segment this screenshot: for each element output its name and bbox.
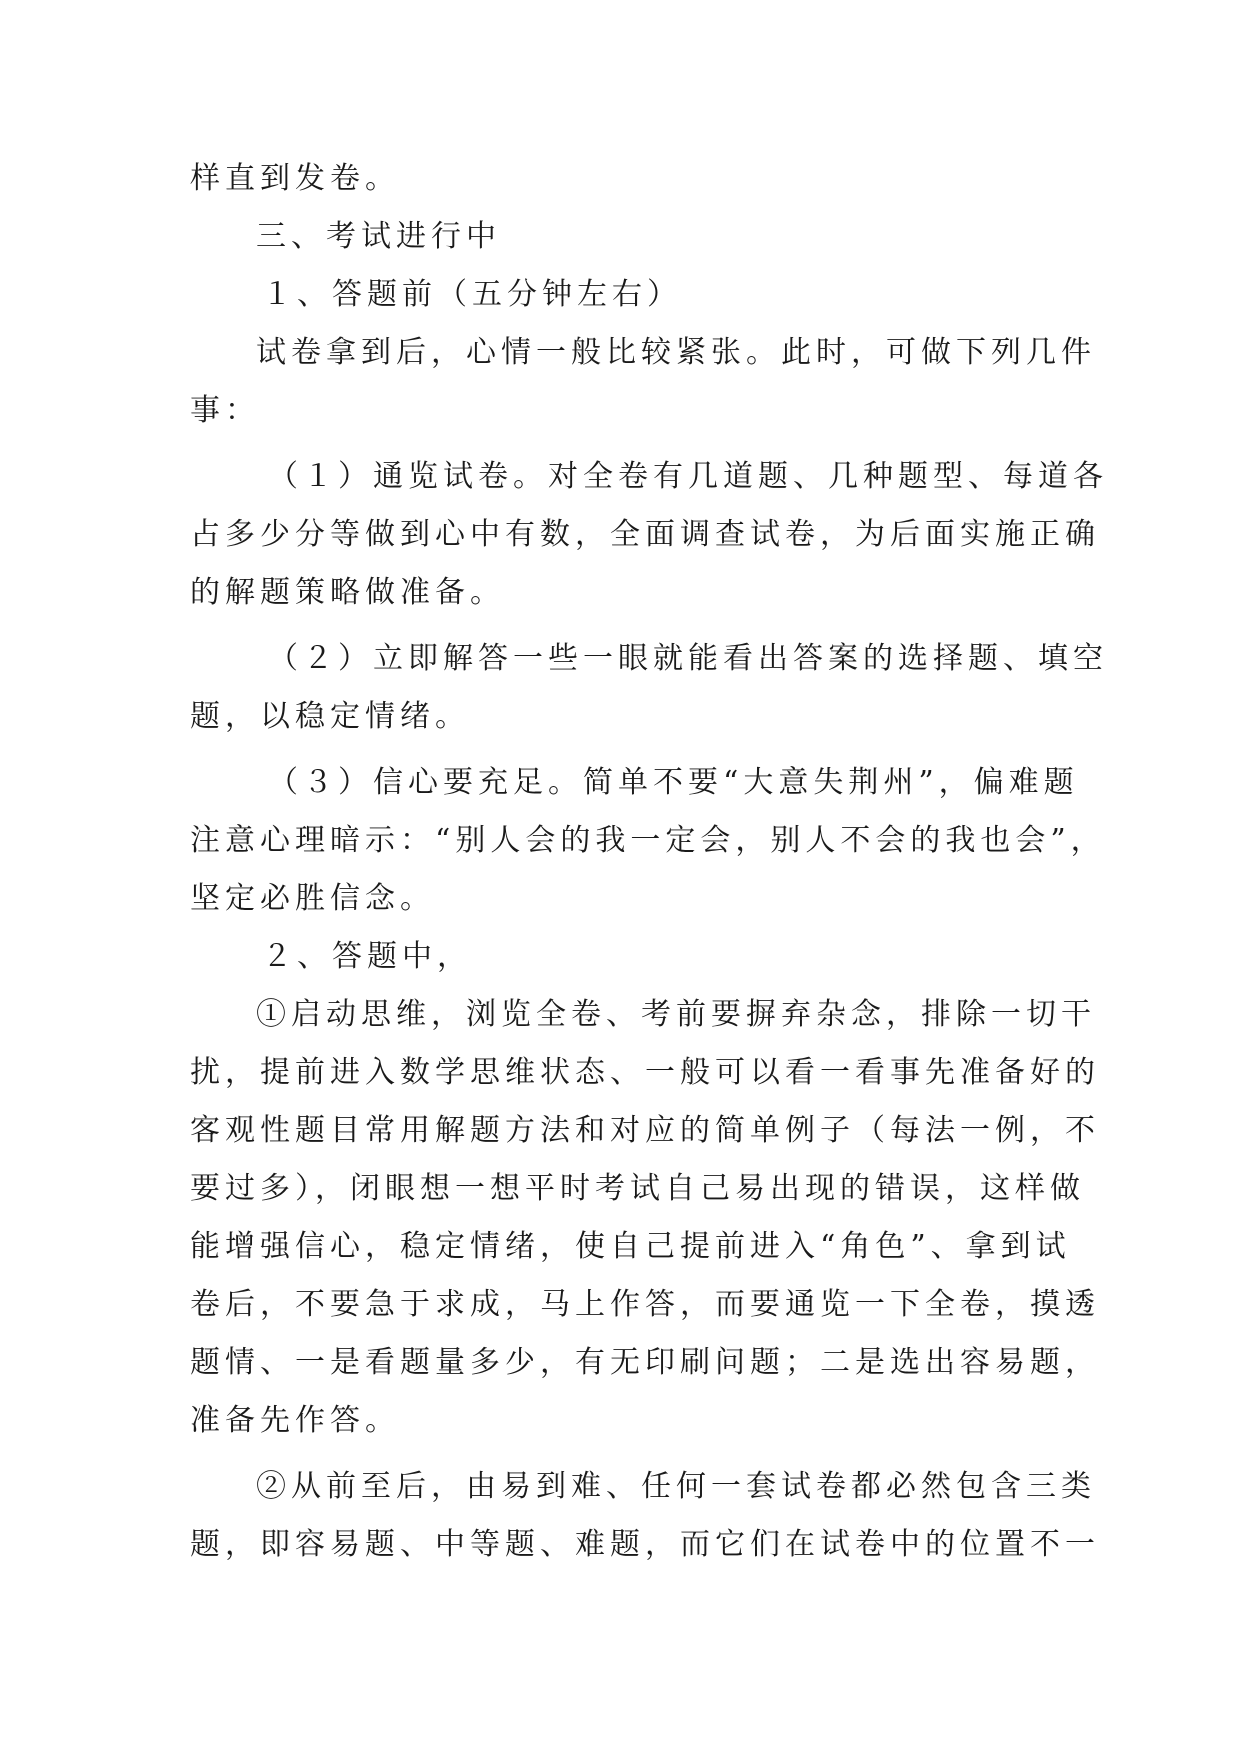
paragraph-line: 扰，提前进入数学思维状态、一般可以看一看事先准备好的 <box>190 1055 1100 1090</box>
list-item-line: （１）通览试卷。对全卷有几道题、几种题型、每道各 <box>268 459 1108 494</box>
list-item-line: （３）信心要充足。简单不要“大意失荆州”，偏难题 <box>268 765 1079 800</box>
section-heading: 三、考试进行中 <box>256 219 501 254</box>
text-line: 样直到发卷。 <box>190 161 400 196</box>
subsection-heading: ２、答题中， <box>262 939 472 974</box>
paragraph-line: 要过多），闭眼想一想平时考试自己易出现的错误，这样做 <box>190 1171 1085 1206</box>
list-item-line: 注意心理暗示：“别人会的我一定会，别人不会的我也会”， <box>190 823 1106 858</box>
document-body <box>190 150 1108 1574</box>
paragraph-line: 能增强信心，稳定情绪，使自己提前进入“角色”、拿到试 <box>190 1229 1071 1264</box>
paragraph-line: ②从前至后，由易到难、任何一套试卷都必然包含三类 <box>256 1469 1096 1504</box>
list-item-line: （２）立即解答一些一眼就能看出答案的选择题、填空 <box>268 641 1108 676</box>
paragraph-line: 试卷拿到后，心情一般比较紧张。此时，可做下列几件 <box>256 335 1096 370</box>
list-item-line: 坚定必胜信念。 <box>190 881 435 916</box>
paragraph-line: 题，即容易题、中等题、难题，而它们在试卷中的位置不一 <box>190 1527 1100 1562</box>
list-item-line: 的解题策略做准备。 <box>190 575 505 610</box>
paragraph-line: 客观性题目常用解题方法和对应的简单例子（每法一例，不 <box>190 1113 1100 1148</box>
list-item-line: 题，以稳定情绪。 <box>190 699 470 734</box>
paragraph-line: 事： <box>190 393 260 428</box>
list-item-line: 占多少分等做到心中有数，全面调查试卷，为后面实施正确 <box>190 517 1100 552</box>
paragraph-line: 准备先作答。 <box>190 1403 400 1438</box>
paragraph-line: ①启动思维，浏览全卷、考前要摒弃杂念，排除一切干 <box>256 997 1096 1032</box>
paragraph-line: 题情、一是看题量多少，有无印刷问题；二是选出容易题， <box>190 1345 1100 1380</box>
subsection-heading: １、答题前（五分钟左右） <box>262 277 682 312</box>
paragraph-line: 卷后，不要急于求成，马上作答，而要通览一下全卷，摸透 <box>190 1287 1100 1322</box>
